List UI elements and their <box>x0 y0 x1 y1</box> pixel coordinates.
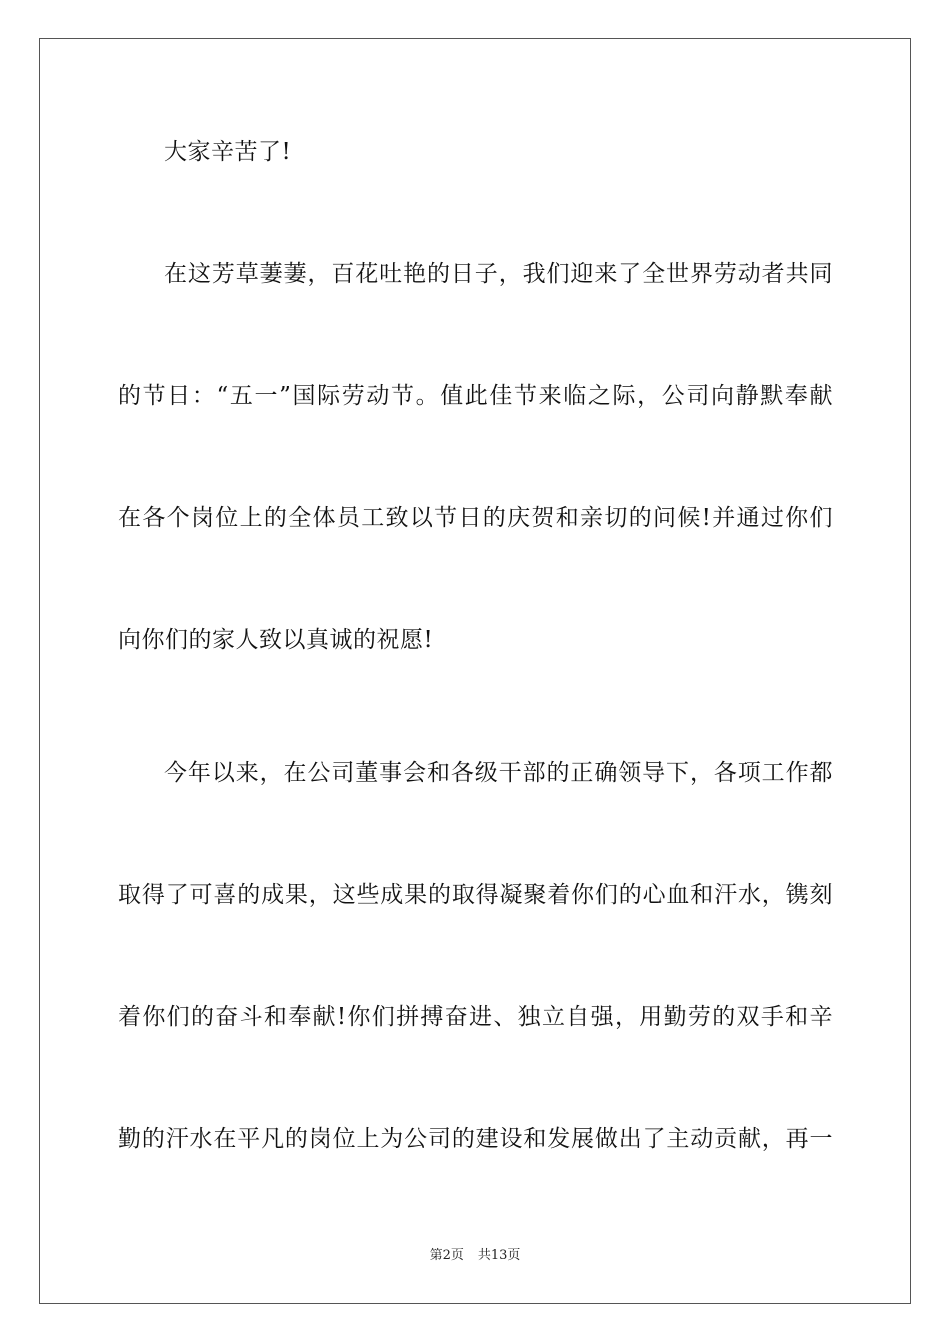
text-line: 在这芳草萋萋，百花吐艳的日子，我们迎来了全世界劳动者共同 <box>164 261 833 287</box>
text-line: 着你们的奋斗和奉献!你们拼搏奋进、独立自强，用勤劳的双手和辛 <box>118 1004 833 1030</box>
page-number: 第2页 <box>429 1248 464 1263</box>
text-line: 在各个岗位上的全体员工致以节日的庆贺和亲切的问候!并通过你们 <box>118 505 833 531</box>
text-line: 今年以来，在公司董事会和各级干部的正确领导下，各项工作都 <box>164 760 833 786</box>
text-line: 大家辛苦了! <box>164 139 292 165</box>
page-border <box>39 38 911 1304</box>
text-line: 向你们的家人致以真诚的祝愿! <box>118 627 434 653</box>
page-footer <box>0 1247 950 1265</box>
text-line: 勤的汗水在平凡的岗位上为公司的建设和发展做出了主动贡献，再一 <box>118 1126 833 1152</box>
text-line: 的节日：“五一”国际劳动节。值此佳节来临之际，公司向静默奉献 <box>118 383 833 409</box>
text-line: 取得了可喜的成果，这些成果的取得凝聚着你们的心血和汗水，镌刻 <box>118 882 833 908</box>
page-total: 共13页 <box>477 1248 521 1263</box>
